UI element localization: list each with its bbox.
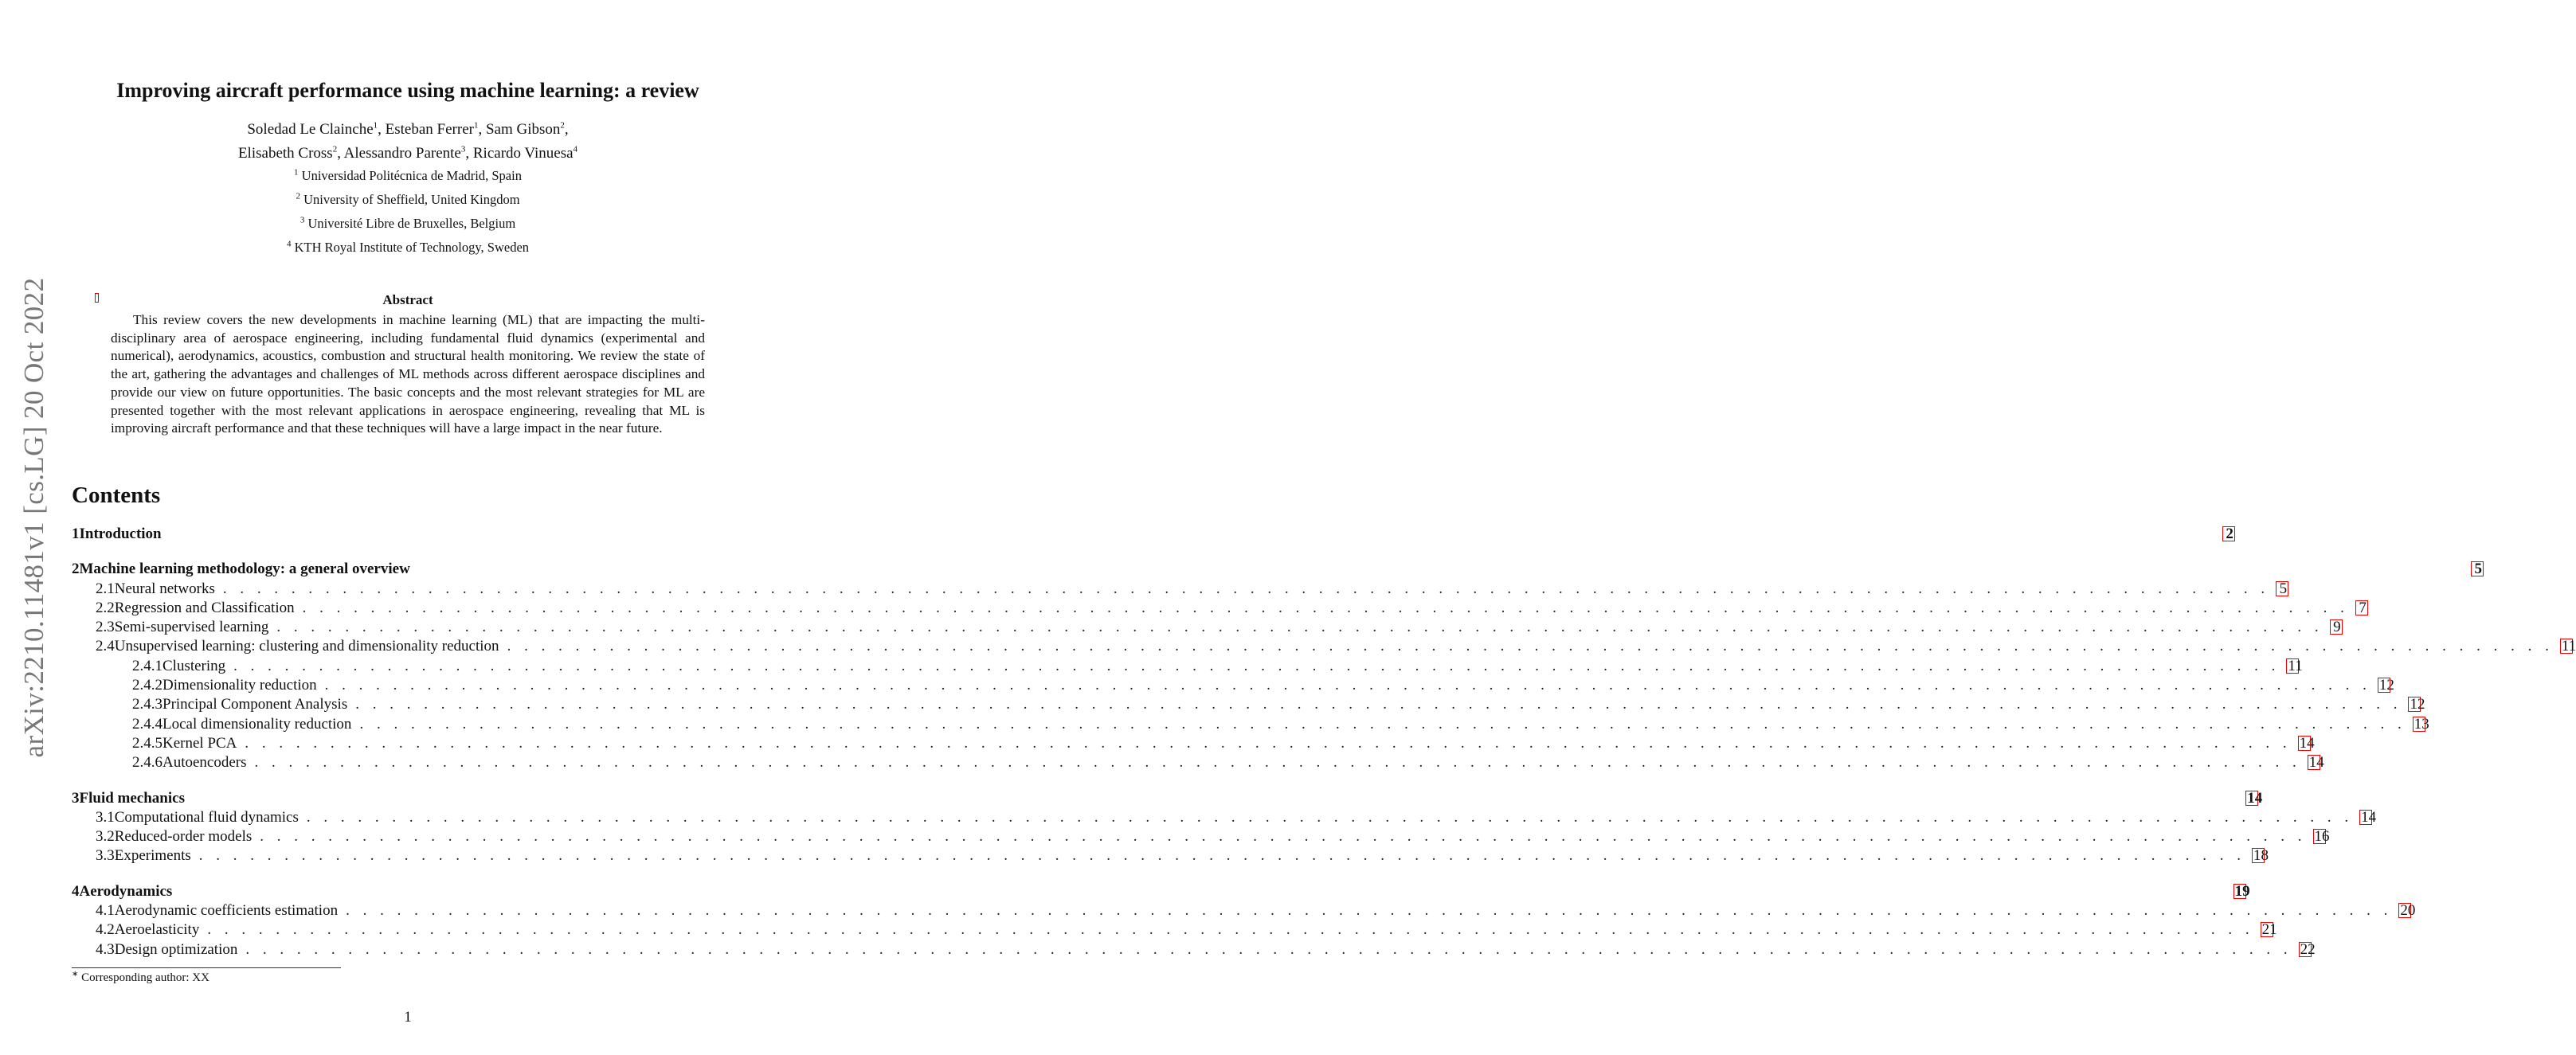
toc-section-row <box>72 561 2483 580</box>
footnote <box>72 971 209 985</box>
toc-page-link[interactable]: 19 <box>2234 882 2250 900</box>
toc-page-link[interactable]: 14 <box>2299 734 2315 752</box>
author-affiliation-mark: 2 <box>332 144 338 154</box>
toc-page-link[interactable]: 7 <box>2355 600 2368 615</box>
affiliation-2 <box>0 192 816 208</box>
toc-entry-title[interactable]: Fluid mechanics <box>79 789 185 807</box>
author-name: Ricardo Vinuesa <box>472 145 574 162</box>
toc-subsubsection-row <box>72 657 2303 677</box>
author-affiliation-mark: 4 <box>573 144 578 154</box>
toc-entry-number: 3.1 <box>96 808 115 826</box>
toc-entry-title[interactable]: Semi-supervised learning <box>114 619 269 636</box>
affiliation-4 <box>0 240 816 256</box>
toc-entry-title[interactable]: Kernel PCA <box>162 734 237 752</box>
arxiv-identifier: arXiv:2210.11481v1 [cs.LG] 20 Oct 2022 <box>18 277 49 758</box>
toc-page-link[interactable]: 11 <box>2288 657 2303 674</box>
affiliation-mark: 3 <box>299 215 305 225</box>
toc-section-row <box>72 882 2250 902</box>
toc-page-link[interactable]: 18 <box>2253 847 2269 865</box>
author-affiliation-mark: 3 <box>460 144 466 154</box>
toc-entry-title[interactable]: Introduction <box>79 526 162 542</box>
affiliation-mark: 1 <box>294 167 299 178</box>
toc-subsubsection-row <box>72 734 2315 754</box>
author-separator: , <box>465 145 473 162</box>
toc-subsubsection-row <box>72 715 2429 735</box>
toc-page-link[interactable]: 22 <box>2300 940 2316 958</box>
affiliation-text: University of Sheffield, United Kingdom <box>303 192 520 207</box>
contents-heading: Contents <box>72 483 161 508</box>
toc-entry-number: 2.4 <box>96 638 115 655</box>
toc-subsection-row <box>72 619 2341 638</box>
toc-page-link[interactable]: 5 <box>2276 581 2288 596</box>
affiliation-text: Universidad Politécnica de Madrid, Spain <box>301 168 522 183</box>
toc-subsubsection-row <box>72 677 2394 696</box>
table-of-contents <box>72 526 2576 960</box>
toc-page-link[interactable]: 21 <box>2261 921 2277 939</box>
toc-entry-title[interactable]: Principal Component Analysis <box>162 696 348 713</box>
toc-subsection-row <box>72 828 2330 847</box>
toc-entry-number: 4.2 <box>96 921 115 939</box>
author-separator: , <box>378 121 386 138</box>
toc-entry-number: 2.1 <box>96 580 115 597</box>
toc-dot-leader: . . . . . . . . . . . . . . . . . . . . . . . . . . . . . . . . . . . . . . . . . . . . . . . . . . . . . . . . . . . . . . . . . . . . . . . . . . . . . . . . . . . . . . . . . . . . . . . . . . . . . . . . . . . . . . . . . . . . . . . . <box>245 940 2292 958</box>
toc-entry-title[interactable]: Computational fluid dynamics <box>114 808 299 826</box>
toc-subsection-row <box>72 599 2367 619</box>
toc-page-link[interactable]: 14 <box>2308 754 2324 772</box>
toc-page-link[interactable]: 14 <box>2247 789 2263 807</box>
author-name: Alessandro Parente <box>343 145 461 162</box>
toc-dot-leader: . . . . . . . . . . . . . . . . . . . . . . . . . . . . . . . . . . . . . . . . . . . . . . . . . . . . . . . . . . . . . . . . . . . . . . . . . . . . . . . . . . . . . . . . . . . . . . . . . . . . . . . . . . . . . . . . . . . . . . . . <box>222 580 2270 597</box>
abstract-text: This review covers the new developments in machine learning (ML) that are impacting the multi-disciplinary area of aerospace engineering, including fundamental fluid dynamics (experimental and numerical), aerodynamics, acoustics, combustion and structural health monitoring. We review the state of the art, gathering the advantages and challenges of ML methods across different aerospace disciplines and provide our view on future opportunities. The basic concepts and the most relevant strategies for ML are presented together with the most relevant applications in aerospace engineering, revealing that ML is improving aircraft performance and that these techniques will have a large impact in the near future. <box>111 312 705 436</box>
toc-entry-title[interactable]: Regression and Classification <box>114 599 295 616</box>
affiliation-mark: 2 <box>296 191 300 201</box>
toc-dot-leader: . . . . . . . . . . . . . . . . . . . . . . . . . . . . . . . . . . . . . . . . . . . . . . . . . . . . . . . . . . . . . . . . . . . . . . . . . . . . . . . . . . . . . . . . . . . . . . . . . . . . . . . . . . . . . . . . . . . . . . . . <box>302 599 2349 616</box>
toc-dot-leader: . . . . . . . . . . . . . . . . . . . . . . . . . . . . . . . . . . . . . . . . . . . . . . . . . . . . . . . . . . . . . . . . . . . . . . . . . . . . . . . . . . . . . . . . . . . . . . . . . . . . . . . . . . . . . . . . . . . . . . . . <box>355 696 2402 713</box>
arxiv-sidebar <box>16 277 53 758</box>
toc-dot-leader: . . . . . . . . . . . . . . . . . . . . . . . . . . . . . . . . . . . . . . . . . . . . . . . . . . . . . . . . . . . . . . . . . . . . . . . . . . . . . . . . . . . . . . . . . . . . . . . . . . . . . . . . . . . . . . . . . . . . . . . . <box>359 715 2406 733</box>
affiliation-1 <box>0 168 816 184</box>
toc-entry-title[interactable]: Reduced-order models <box>114 828 253 846</box>
toc-subsection-row <box>72 902 2416 921</box>
author-name: Elisabeth Cross <box>237 145 333 162</box>
toc-subsubsection-row <box>72 696 2425 715</box>
author-separator: , <box>337 145 344 162</box>
author-line-1 <box>0 118 816 142</box>
toc-entry-title[interactable]: Machine learning methodology: a general overview <box>79 561 410 578</box>
author-separator: , <box>564 121 569 138</box>
toc-page-link[interactable]: 2 <box>2222 526 2235 541</box>
toc-entry-number: 2.3 <box>96 619 115 636</box>
toc-entry-title[interactable]: Clustering <box>162 657 226 674</box>
toc-page-link[interactable]: 13 <box>2414 715 2429 733</box>
page-number: 1 <box>404 1009 412 1026</box>
author-line-2 <box>0 142 816 166</box>
toc-entry-title[interactable]: Experiments <box>114 847 191 865</box>
toc-entry-number: 4 <box>72 882 80 900</box>
toc-entry-title[interactable]: Local dimensionality reduction <box>162 715 352 733</box>
author-list <box>0 118 816 166</box>
toc-entry-number: 1 <box>72 526 80 542</box>
affiliation-3 <box>0 216 816 232</box>
toc-entry-title[interactable]: Autoencoders <box>162 754 247 772</box>
footnote-rule <box>72 967 341 968</box>
toc-subsubsection-row <box>72 754 2324 773</box>
affiliation-mark: 4 <box>286 239 292 249</box>
toc-entry-number: 4.1 <box>96 902 115 920</box>
toc-dot-leader: . . . . . . . . . . . . . . . . . . . . . . . . . . . . . . . . . . . . . . . . . . . . . . . . . . . . . . . . . . . . . . . . . . . . . . . . . . . . . . . . . . . . . . . . . . . . . . . . . . . . . . . . . . . . . . . . . . . . . . . . <box>198 847 2246 865</box>
toc-entry-number: 3 <box>72 789 80 807</box>
author-name: Sam Gibson <box>485 121 561 138</box>
toc-entry-number: 4.3 <box>96 940 115 958</box>
toc-entry-number: 3.3 <box>96 847 115 865</box>
toc-entry-number: 3.2 <box>96 828 115 846</box>
toc-page-link[interactable]: 11 <box>2561 638 2576 655</box>
toc-dot-leader: . . . . . . . . . . . . . . . . . . . . . . . . . . . . . . . . . . . . . . . . . . . . . . . . . . . . . . . . . . . . . . . . . . . . . . . . . . . . . . . . . . . . . . . . . . . . . . . . . . . . . . . . . . . . . . . . . . . . . . . . <box>260 828 2307 846</box>
toc-entry-title[interactable]: Neural networks <box>114 580 215 597</box>
affiliation-text: KTH Royal Institute of Technology, Sweden <box>294 240 530 255</box>
toc-page-link[interactable]: 20 <box>2400 902 2416 920</box>
toc-subsection-row <box>72 847 2269 866</box>
toc-entry-number: 2.4.3 <box>132 696 162 713</box>
toc-entry-number: 2.4.2 <box>132 677 162 694</box>
toc-entry-title[interactable]: Aerodynamics <box>79 882 173 900</box>
toc-entry-title[interactable]: Aeroelasticity <box>114 921 200 939</box>
toc-dot-leader: . . . . . . . . . . . . . . . . . . . . . . . . . . . . . . . . . . . . . . . . . . . . . . . . . . . . . . . . . . . . . . . . . . . . . . . . . . . . . . . . . . . . . . . . . . . . . . . . . . . . . . . . . . . . . . . . . . . . . . . . <box>306 808 2354 826</box>
affiliation-text: Université Libre de Bruxelles, Belgium <box>307 216 516 231</box>
toc-dot-leader: . . . . . . . . . . . . . . . . . . . . . . . . . . . . . . . . . . . . . . . . . . . . . . . . . . . . . . . . . . . . . . . . . . . . . . . . . . . . . . . . . . . . . . . . . . . . . . . . . . . . . . . . . . . . . . . . . . . . . . . . <box>245 734 2292 752</box>
toc-dot-leader: . . . . . . . . . . . . . . . . . . . . . . . . . . . . . . . . . . . . . . . . . . . . . . . . . . . . . . . . . . . . . . . . . . . . . . . . . . . . . . . . . . . . . . . . . . . . . . . . . . . . . . . . . . . . . . . . . . . . . . . . <box>207 921 2254 939</box>
toc-entry-number: 2.4.1 <box>132 657 162 674</box>
footnote-mark: ∗ <box>72 970 79 979</box>
footnote-text: Corresponding author: XX <box>81 971 209 984</box>
toc-entry-title[interactable]: Dimensionality reduction <box>162 677 317 694</box>
toc-entry-title[interactable]: Aerodynamic coefficients estimation <box>114 902 339 920</box>
author-separator: , <box>478 121 486 138</box>
toc-subsection-row <box>72 921 2277 940</box>
toc-subsection-row <box>72 638 2576 657</box>
toc-entry-number: 2.4.5 <box>132 734 162 752</box>
toc-subsection-row <box>72 808 2377 828</box>
author-name: Esteban Ferrer <box>385 121 474 138</box>
toc-entry-title[interactable]: Design optimization <box>114 940 238 958</box>
toc-page-link[interactable]: 16 <box>2314 828 2330 846</box>
toc-dot-leader: . . . . . . . . . . . . . . . . . . . . . . . . . . . . . . . . . . . . . . . . . . . . . . . . . . . . . . . . . . . . . . . . . . . . . . . . . . . . . . . . . . . . . . . . . . . . . . . . . . . . . . . . . . . . . . . . . . . . . . . . <box>507 638 2554 655</box>
toc-entry-number: 2.2 <box>96 599 115 616</box>
toc-entry-number: 2.4.4 <box>132 715 162 733</box>
toc-entry-number: 2 <box>72 561 80 578</box>
toc-subsection-row <box>72 940 2316 960</box>
toc-page-link[interactable]: 12 <box>2410 696 2425 713</box>
author-affiliation-mark: 2 <box>560 120 565 131</box>
toc-page-link[interactable]: 14 <box>2361 808 2377 826</box>
toc-dot-leader: . . . . . . . . . . . . . . . . . . . . . . . . . . . . . . . . . . . . . . . . . . . . . . . . . . . . . . . . . . . . . . . . . . . . . . . . . . . . . . . . . . . . . . . . . . . . . . . . . . . . . . . . . . . . . . . . . . . . . . . . <box>276 619 2323 636</box>
toc-dot-leader: . . . . . . . . . . . . . . . . . . . . . . . . . . . . . . . . . . . . . . . . . . . . . . . . . . . . . . . . . . . . . . . . . . . . . . . . . . . . . . . . . . . . . . . . . . . . . . . . . . . . . . . . . . . . . . . . . . . . . . . . <box>233 657 2280 674</box>
author-affiliation-mark: 1 <box>473 120 479 131</box>
toc-section-row <box>72 789 2263 809</box>
toc-entry-number: 2.4.6 <box>132 754 162 772</box>
author-name: Soledad Le Clainche <box>247 121 374 138</box>
toc-dot-leader: . . . . . . . . . . . . . . . . . . . . . . . . . . . . . . . . . . . . . . . . . . . . . . . . . . . . . . . . . . . . . . . . . . . . . . . . . . . . . . . . . . . . . . . . . . . . . . . . . . . . . . . . . . . . . . . . . . . . . . . . <box>254 754 2301 772</box>
toc-page-link[interactable]: 5 <box>2471 561 2484 576</box>
toc-dot-leader: . . . . . . . . . . . . . . . . . . . . . . . . . . . . . . . . . . . . . . . . . . . . . . . . . . . . . . . . . . . . . . . . . . . . . . . . . . . . . . . . . . . . . . . . . . . . . . . . . . . . . . . . . . . . . . . . . . . . . . . . <box>346 902 2393 920</box>
author-affiliation-mark: 1 <box>373 120 378 131</box>
abstract-heading: Abstract <box>382 292 433 307</box>
paper-title: Improving aircraft performance using machine learning: a review <box>116 79 699 102</box>
toc-entry-title[interactable]: Unsupervised learning: clustering and dimensionality reduction <box>114 638 499 655</box>
toc-dot-leader: . . . . . . . . . . . . . . . . . . . . . . . . . . . . . . . . . . . . . . . . . . . . . . . . . . . . . . . . . . . . . . . . . . . . . . . . . . . . . . . . . . . . . . . . . . . . . . . . . . . . . . . . . . . . . . . . . . . . . . . . <box>324 677 2371 694</box>
toc-subsection-row <box>72 580 2288 600</box>
toc-page-link[interactable]: 9 <box>2330 619 2343 635</box>
toc-page-link[interactable]: 12 <box>2378 677 2394 694</box>
toc-section-row <box>72 526 2233 545</box>
